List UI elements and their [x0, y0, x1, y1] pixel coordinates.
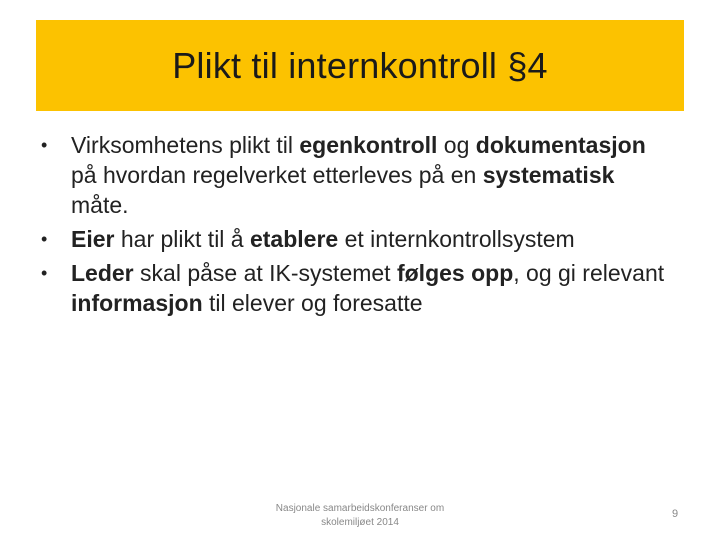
bullet-text — [71, 132, 646, 218]
page-number: 9 — [671, 508, 679, 520]
slide-title: Plikt til internkontroll §4 — [172, 44, 548, 86]
bullet-text — [71, 260, 664, 316]
bullet-item — [36, 130, 676, 220]
title-bar — [36, 20, 684, 111]
bullet-text — [71, 226, 575, 252]
text-segment: , og gi relevant — [513, 260, 665, 286]
text-segment: Virksomhetens plikt til — [71, 132, 300, 158]
text-segment: har plikt til å — [114, 226, 250, 252]
text-segment-bold: Leder — [71, 260, 134, 286]
text-segment-bold: følges opp — [396, 260, 514, 286]
text-segment: skal påse at IK-systemet — [133, 260, 397, 286]
bullet-dot-icon: • — [41, 135, 48, 155]
bullet-item — [36, 258, 676, 318]
bullet-dot-icon: • — [41, 229, 48, 249]
text-segment: og — [437, 132, 476, 158]
bullet-item — [36, 224, 676, 254]
text-segment: til elever og foresatte — [202, 290, 423, 316]
text-segment-bold: egenkontroll — [299, 132, 438, 158]
footer-text — [250, 502, 470, 530]
text-segment: måte. — [71, 192, 129, 218]
text-segment-bold: dokumentasjon — [475, 132, 646, 158]
text-segment-bold: systematisk — [482, 162, 615, 188]
text-segment-bold: Eier — [71, 226, 115, 252]
text-segment: et internkontrollsystem — [338, 226, 575, 252]
footer-line: Nasjonale samarbeidskonferanser om — [275, 503, 445, 514]
bullet-list — [36, 130, 676, 322]
footer-line: skolemiljøet 2014 — [321, 517, 399, 528]
text-segment: på hvordan regelverket etterleves på en — [71, 162, 483, 188]
text-segment-bold: etablere — [249, 226, 339, 252]
text-segment-bold: informasjon — [71, 290, 203, 316]
bullet-dot-icon: • — [41, 263, 48, 283]
